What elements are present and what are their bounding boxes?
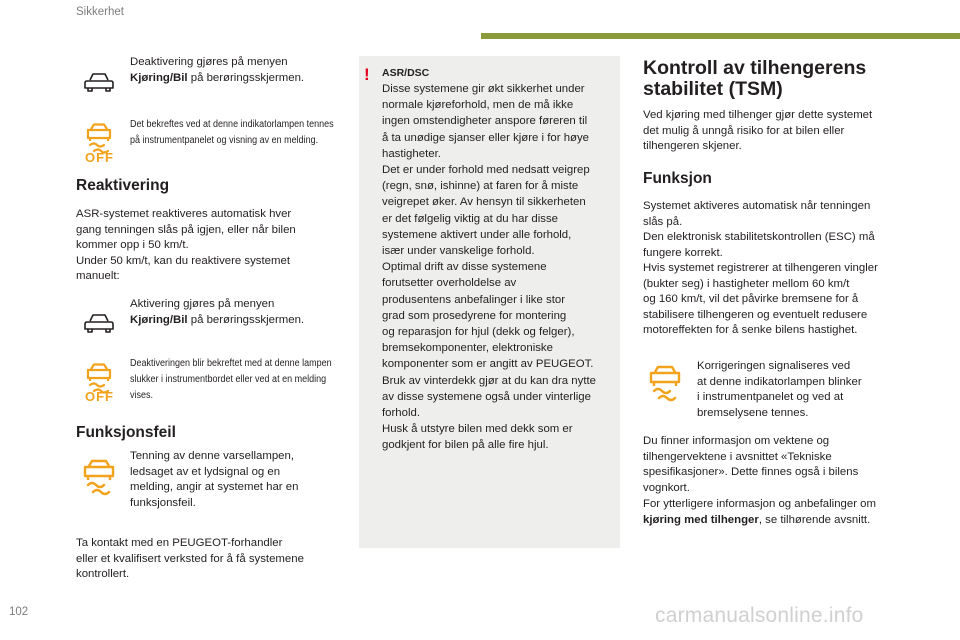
activation-lamp-text: Deaktiveringen blir bekreftet med at denne lampen slukker i instrumentbordet eller ved at en melding vises. (130, 358, 332, 401)
activation-menu-text (130, 297, 345, 328)
off-label: OFF (85, 150, 114, 165)
note-title: ASR/DSC (382, 67, 430, 79)
deactivation-lamp-text: Det bekreftes ved at denne indikatorlampen tennes på instrumentpanelet og visning av en melding. (130, 119, 334, 146)
correction-text: Korrigeringen signaliseres ved at denne indikatorlampen blinker i instrumentpanelet og ved at bremselysene tennes. (697, 360, 862, 419)
menu-path-rest: på berøringsskjermen. (187, 313, 305, 326)
function-paragraph: Systemet aktiveres automatisk når tenningen slås på. Den elektronisk stabilitetskontrollen (ESC) må fungere korrekt. Hvis systemet registrerer at tilhengeren vingler (bukter seg) i hastigheter mellom 60 km/t og 160 km/t, vil det påvirke bremsene for å stabilisere tilhengeren og eventuelt redusere motoreffekten for å senke bilens hastighet. (643, 200, 878, 336)
page-number: 102 (9, 606, 29, 618)
car-outline-icon (84, 312, 114, 334)
tsm-intro: Ved kjøring med tilhenger gjør dette systemet det mulig å unngå risiko for at bilen eller tilhengeren skjener. (643, 109, 873, 152)
section-label: Sikkerhet (76, 6, 124, 18)
contact-dealer-text: Ta kontakt med en PEUGEOT-forhandler eller et kvalifisert verksted for å få systemene kontrollert. (76, 537, 304, 580)
menu-path: Kjøring/Bil (130, 313, 188, 326)
menu-path-rest: på berøringsskjermen. (187, 71, 305, 84)
activation-menu-line: Aktivering gjøres på menyen (130, 298, 275, 310)
towing-info-line: For ytterligere informasjon og anbefalinger om (643, 498, 876, 510)
weights-info: Du finner informasjon om vektene og tilhengervektene i avsnittet «Tekniske spesifikasjoner». Dette finnes også i bilens vognkort. (643, 435, 859, 494)
note-body: Disse systemene gir økt sikkerhet under normale kjøreforhold, men de må ikke ingen omstendigheter anspore føreren til å ta unødige sjanser eller kjøre i for høye hastigheter. Det er under forhold med nedsatt veigrep (regn, snø, ishinne) at faren for å miste veigrepet øker. Av hensyn til sikkerheten er det følgelig viktig at du har disse systemene aktivert under alle forhold, især under vanskelige forhold. Optimal drift av disse systemene forutsetter overholdelse av produsentens anbefalinger i like stor grad som prosedyrene for montering og reparasjon for hjul (dekk og felger), bremsekomponenter, elektroniske komponenter som er angitt av PEUGEOT. Bruk av vinterdekk gjør at du kan dra nytte av disse systemene også under vinterlige forhold. Husk å utstyre bilen med dekk som er godkjent for bilen på alle fire hjul. (382, 83, 596, 452)
malfunction-warning-text: Tenning av denne varsellampen, ledsaget av et lydsignal og en melding, angir at systemet har en funksjonsfeil. (130, 450, 299, 509)
trailer-warning-icon (647, 365, 683, 403)
tsm-title: Kontroll av tilhengerens stabilitet (TSM) (643, 57, 867, 100)
function-heading: Funksjon (643, 170, 712, 187)
towing-info-rest: , se tilhørende avsnitt. (758, 513, 871, 526)
towing-info (643, 497, 943, 528)
section-accent-bar (481, 33, 960, 39)
reactivation-heading: Reaktivering (76, 177, 170, 194)
towing-section-link: kjøring med tilhenger (643, 513, 759, 526)
reactivation-paragraph: ASR-systemet reaktiveres automatisk hver gang tenningen slås på igjen, eller når bilen kommer opp i 50 km/t. Under 50 km/t, kan du reaktivere systemet manuelt: (76, 208, 296, 282)
off-label: OFF (85, 389, 114, 404)
warning-exclamation-icon: ! (364, 65, 370, 84)
watermark: carmanualsonline.info (655, 604, 864, 627)
deactivation-menu-text (130, 55, 345, 86)
malfunction-heading: Funksjonsfeil (76, 424, 176, 441)
deactivation-menu-line: Deaktivering gjøres på menyen (130, 56, 288, 68)
car-outline-icon (84, 71, 114, 93)
trailer-warning-icon (81, 459, 117, 497)
menu-path: Kjøring/Bil (130, 71, 188, 84)
